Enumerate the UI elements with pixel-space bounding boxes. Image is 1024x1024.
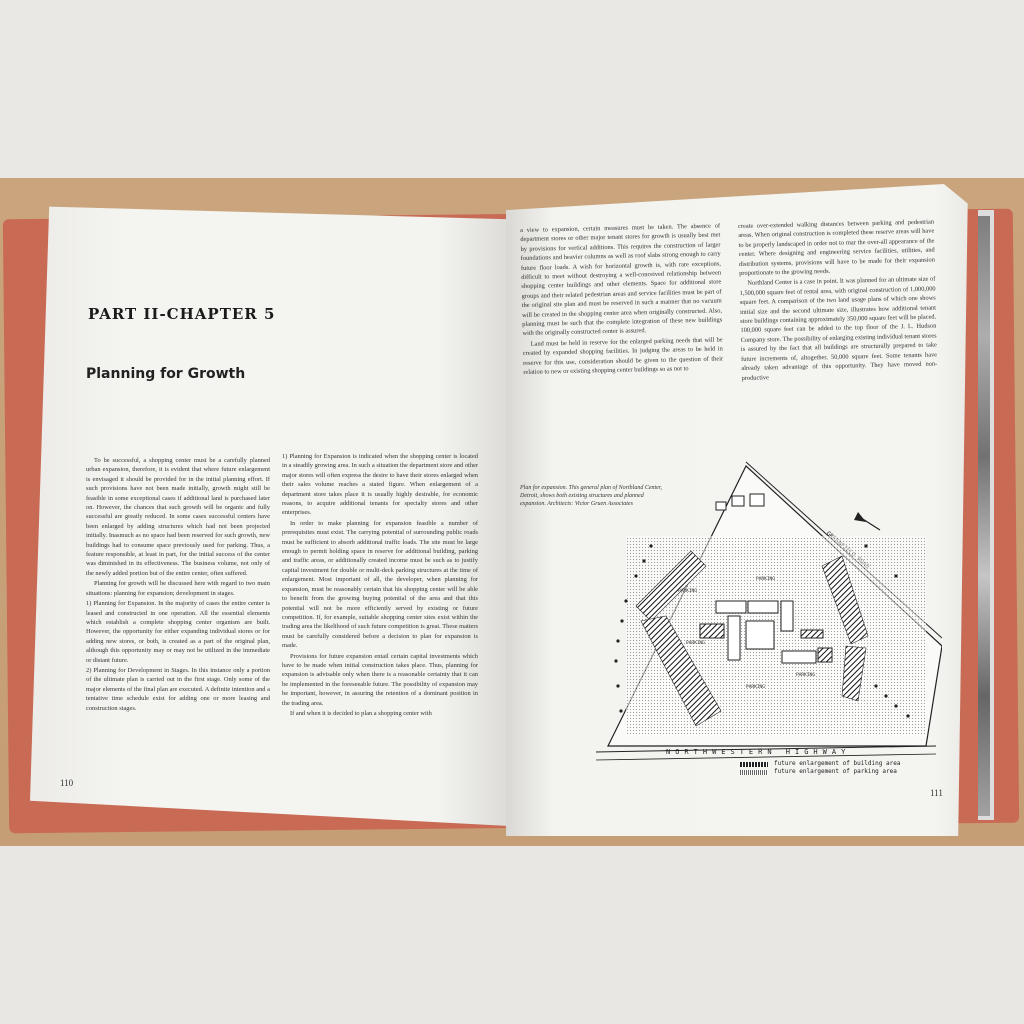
- paragraph: 1) Planning for Expansion. In the majority of cases the entire center is leased and constructed in one operation. All the essential elements which establish a complete shopping center organism are built. However, the opportunity for either expanding individual stores or for adding new stores, or both, is created as a part of the original plan, although this opportunity may or may not be utilized in the immediate or distant future.: [86, 600, 270, 664]
- left-column-2: [282, 452, 478, 719]
- right-column-2: [738, 218, 938, 384]
- legend-label: future enlargement of parking area: [774, 768, 897, 775]
- site-plan: [596, 456, 942, 772]
- legend-item: [740, 760, 900, 768]
- paragraph: 2) Planning for Development in Stages. In this instance only a portion of the ultimate plan is carried out in the first stage. Only some of the major elements of the final plan are executed. A definite intention and a tentative time schedule exist for adding one or more leasing and construction stages.: [86, 666, 270, 712]
- map-parking-label: PARKING: [796, 673, 815, 678]
- map-parking-label: PARKING: [678, 589, 697, 594]
- left-column-1: [86, 456, 270, 714]
- paragraph: create over-extended walking distances between parking and pedestrian areas. When original construction is completed these reserve areas will have to be properly landscaped in order not to mar the over-all appearance of the center. Where designing and engineering service facilities, utilities, and distribution systems, provisions will have to be made for their expansion proportionate to the growing needs.: [738, 218, 935, 278]
- map-parking-label: PARKING: [756, 577, 775, 582]
- chapter-heading: PART II-CHAPTER 5: [88, 305, 276, 323]
- background-floor: [0, 846, 1024, 1024]
- paragraph: Northland Center is a case in point. It was planned for an ultimate size of 1,500,000 square feet of rental area, with original construction of 1,000,000 square feet. A comparison of the two land usage plans of which one shows initial size and the second ultimate size, illustrates how additional tenant store buildings containing approximately 350,000 square feet will be placed. 100,000 square feet can be added to the top floor of the J. L. Hudson Company store. The possibility of enlarging existing individual tenant stores is assured by the fact that all buildings are structurally prepared to take future increments of, altogether, 50,000 square feet. Some tenants have already taken advantage of this opportunity. They have moved non-productive: [739, 275, 938, 382]
- paragraph: Provisions for future expansion entail certain capital investments which have to be made when initial construction takes place. Thus, planning for expansion is advisable only when there is a reasonable certainty that it can be implemented in the foreseeable future. The possibility of expansion may be important, however, in assuring the retention of a dominant position in the trading area.: [282, 652, 478, 707]
- paragraph: a view to expansion, certain measures must be taken. The absence of department stores or other major tenant stores for growth is usually best met by provisions for vertical additions. This requires the construction of larger foundations and heavier columns as well as roof slabs strong enough to carry future floor loads. A wish for horizontal growth is, with rare exceptions, difficult to meet without destroying a well-conceived relationship between shopping center buildings and other elements. Space for additional store groups and their related pedestrian areas and service facilities must be part of the original site plan and must be reserved in such a manner that no vacuum will be created in the shopping center area when originally constructed. Also, planning must be such that the complete integration of these new buildings with the originally constructed center is assured.: [520, 222, 723, 338]
- paragraph: In order to make planning for expansion feasible a number of prerequisites must exist. The carrying potential of surrounding public roads must be sufficient to absorb additional traffic loads. The site must be large enough to permit holding space in reserve for additional building, parking and traffic areas, or additionally created income must be such as to justify capital investment for double or multi-deck parking structures at the time of enlargement. Most important of all, the developer, when planning for expansion, must be reasonably certain that his shopping center will be able to benefit from the growing buying potential of the area and that this potential will not be more efficiently served by existing or future competition. If, for example, suitable shopping center sites exist within the trading area the likelihood of such future competition is great. These matters must be carefully considered before a decision to plan for expansion is made.: [282, 519, 478, 650]
- paragraph: To be successful, a shopping center must be a carefully planned urban expansion, therefore, it is evident that where future enlargement is envisaged it should be provided for in the initial planning effort. If such provisions have not been made initially, growth might still be feasible in some exceptional cases if additional land is purchased later on. However, the chances that such growth will be organic and fully successful are greatly reduced. In some cases successful centers have been enlarged by adding structures which had not been projected initially. Inasmuch as no space had been reserved for such growth, new buildings had to consume space previously used for parking. Thus, a feature responsible, at least in part, for the initial success of the center was diminished in its effectiveness. The business volume, not only of the newly added portion but of the entire center, often suffered.: [86, 457, 270, 577]
- paragraph: Planning for growth will be discussed here with regard to two main situations: planning for expansion; development in stages.: [86, 580, 270, 597]
- map-legend: [740, 760, 900, 776]
- legend-item: [740, 768, 900, 776]
- map-parking-label: PARKING: [746, 685, 765, 690]
- paragraph: 1) Planning for Expansion is indicated when the shopping center is located in a steadily growing area. In such a situation the department store and other major stores will often express the desire to have their stores enlarged when their sales volume reaches a stated figure. When enlargement of a department store takes place it is usually highly desirable, for economic reasons, to acquire additional tenants for specialty stores and other enterprises.: [282, 453, 478, 517]
- page-edge-photos: [978, 216, 990, 816]
- chapter-title: Planning for Growth: [86, 366, 246, 382]
- map-road-south: NORTHWESTERN HIGHWAY: [666, 748, 851, 756]
- legend-label: future enlargement of building area: [774, 760, 901, 767]
- figure-caption: Plan for expansion. This general plan of Northland Center, Detroit, shows both existing structures and planned expansion. Architects: Victor Gruen Associates: [520, 485, 662, 507]
- page-number-left: 110: [60, 778, 74, 788]
- legend-swatch-building: [740, 762, 768, 767]
- right-column-1: [520, 221, 723, 378]
- north-arrow: [854, 512, 880, 530]
- paragraph: If and when it is decided to plan a shopping center with: [290, 709, 432, 717]
- paragraph: Land must be held in reserve for the enlarged parking needs that will be created by expanded shopping facilities. In judging the areas to be held in reserve for this use, consideration should be given to the question of their relation to new or existing shopping center buildings so as not to: [522, 336, 724, 377]
- map-parking-label: PARKING: [686, 641, 705, 646]
- legend-swatch-parking: [740, 770, 768, 775]
- page-number-right: 111: [930, 788, 943, 798]
- background-wall: [0, 0, 1024, 178]
